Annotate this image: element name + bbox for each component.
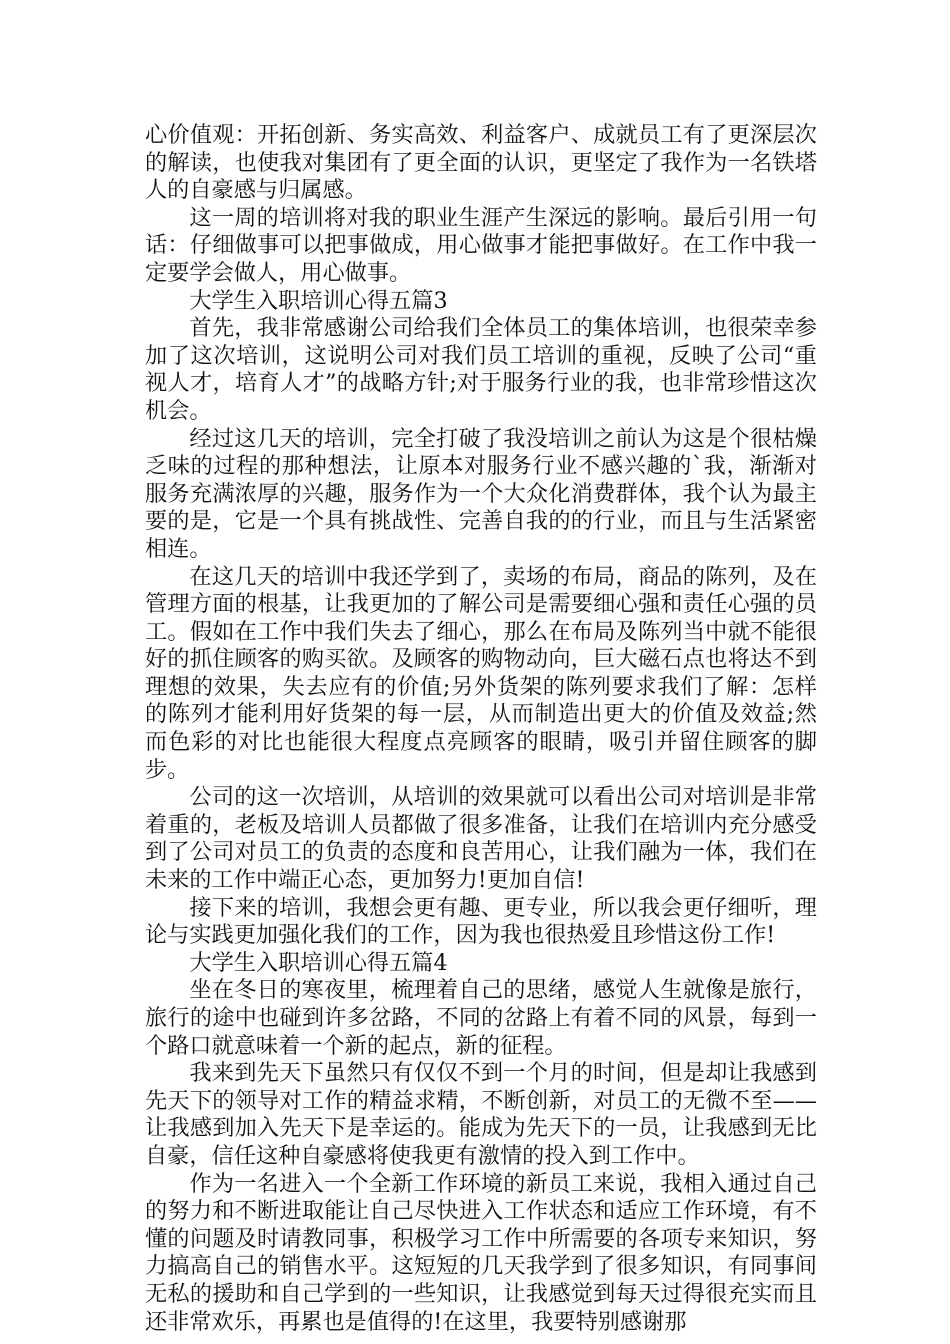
paragraph: 公司的这一次培训，从培训的效果就可以看出公司对培训是非常着重的，老板及培训人员都做了很多准备，让我们在培训内充分感受到了公司对员工的负责的态度和良苦用心，让我们融为一体，我们在未来的工作中端正心态，更加努力!更加自信! (145, 784, 817, 894)
paragraph: 这一周的培训将对我的职业生涯产生深远的影响。最后引用一句话：仔细做事可以把事做成，用心做事才能把事做好。在工作中我一定要学会做人，用心做事。 (145, 204, 817, 286)
paragraph: 我来到先天下虽然只有仅仅不到一个月的时间，但是却让我感到先天下的领导对工作的精益求精，不断创新，对员工的无微不至——让我感到加入先天下是幸运的。能成为先天下的一员，让我感到无比自豪，信任这种自豪感将使我更有激情的投入到工作中。 (145, 1060, 817, 1169)
paragraph: 在这几天的培训中我还学到了，卖场的布局，商品的陈列，及在管理方面的根基，让我更加的了解公司是需要细心强和责任心强的员工。假如在工作中我们失去了细心，那么在布局及陈列当中就不能很好的抓住顾客的购买欲。及顾客的购物动向，巨大磁石点也将达不到理想的效果，失去应有的价值;另外货架的陈列要求我们了解：怎样的陈列才能利用好货架的每一层，从而制造出更大的价值及效益;然而色彩的对比也能很大程度点亮顾客的眼睛，吸引并留住顾客的脚步。 (145, 563, 817, 783)
document-page (145, 122, 817, 1336)
paragraph-continuation: 心价值观：开拓创新、务实高效、利益客户、成就员工有了更深层次的解读，也使我对集团有了更全面的认识，更坚定了我作为一名铁塔人的自豪感与归属感。 (145, 122, 817, 204)
paragraph: 作为一名进入一个全新工作环境的新员工来说，我相入通过自己的努力和不断进取能让自己尽快进入工作状态和适应工作环境，有不懂的问题及时请教同事，积极学习工作中所需要的各项专来知识，努力搞高自己的销售水平。这短短的几天我学到了很多知识，有同事间无私的援助和自己学到的一些知识，让我感觉到每天过得很充实而且还非常欢乐，再累也是值得的!在这里，我要特别感谢那 (145, 1170, 817, 1335)
paragraph: 首先，我非常感谢公司给我们全体员工的集体培训，也很荣幸参加了这次培训，这说明公司对我们员工培训的重视，反映了公司“重视人才，培育人才”的战略方针;对于服务行业的我，也非常珍惜这次机会。 (145, 315, 817, 424)
section-heading: 大学生入职培训心得五篇3 (189, 287, 448, 314)
paragraph: 接下来的培训，我想会更有趣、更专业，所以我会更仔细听，理论与实践更加强化我们的工作，因为我也很热爱且珍惜这份工作! (145, 894, 817, 949)
section-heading: 大学生入职培训心得五篇4 (189, 949, 448, 976)
paragraph: 坐在冬日的寒夜里，梳理着自己的思绪，感觉人生就像是旅行，旅行的途中也碰到许多岔路，不同的岔路上有着不同的风景，每到一个路口就意味着一个新的起点，新的征程。 (145, 977, 817, 1059)
paragraph: 经过这几天的培训，完全打破了我没培训之前认为这是个很枯燥乏味的过程的那种想法，让原本对服务行业不感兴趣的`我，渐渐对服务充满浓厚的兴趣，服务作为一个大众化消费群体，我个认为最主要的是，它是一个具有挑战性、完善自我的的行业，而且与生活紧密相连。 (145, 425, 817, 562)
